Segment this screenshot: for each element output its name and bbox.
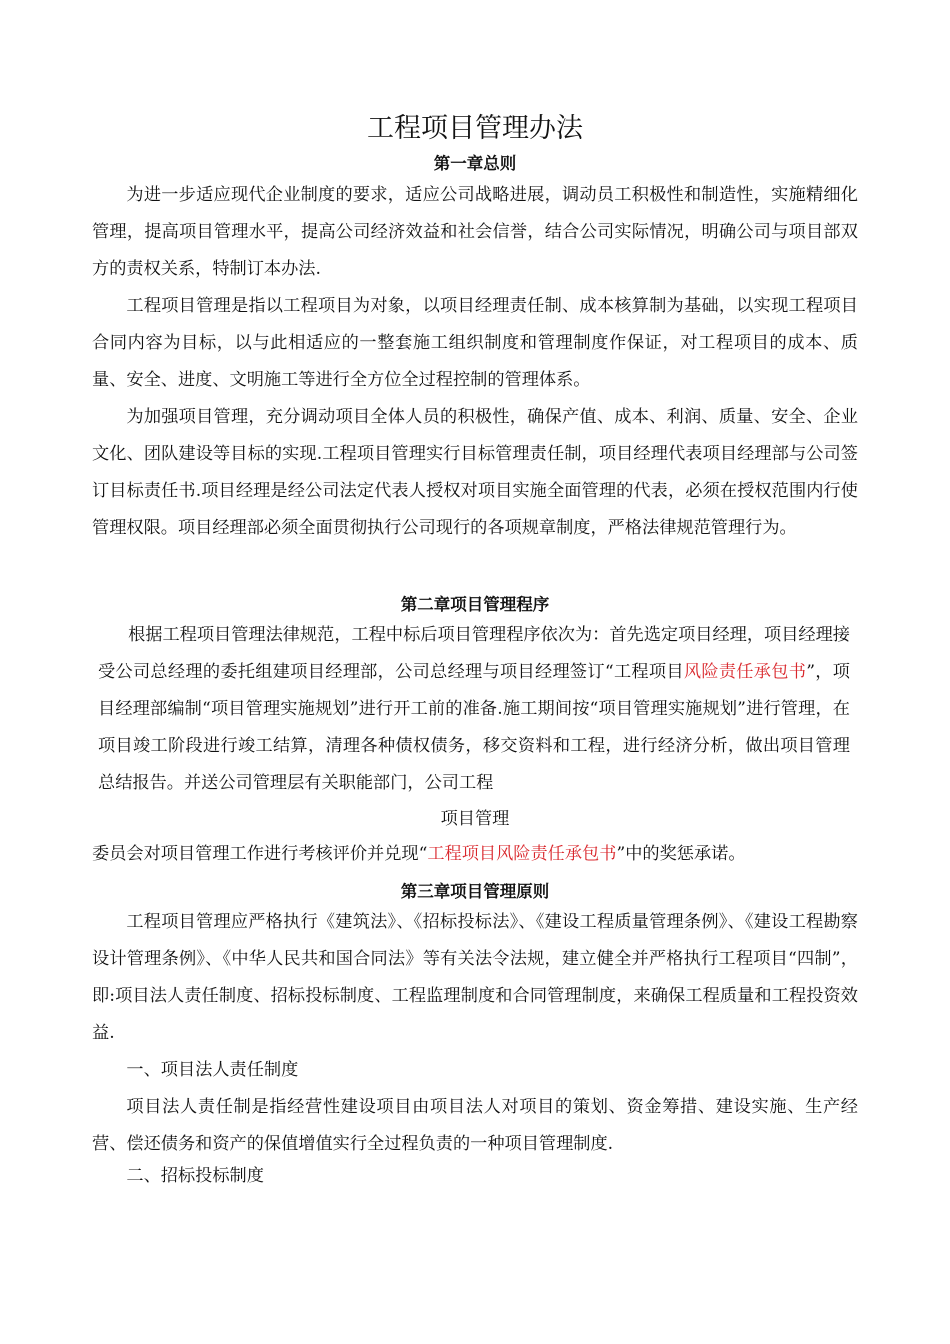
- paragraph-text: 委员会对项目管理工作进行考核评价并兑现“: [92, 844, 428, 864]
- chapter-1-paragraph-1: 为进一步适应现代企业制度的要求，适应公司战略进展，调动员工积极性和制造性，实施精细化管理，提高项目管理水平，提高公司经济效益和社会信誉，结合公司实际情况，明确公司与项目部双方的责权关系，特制订本办法.: [92, 185, 858, 279]
- chapter-3-heading: 第三章项目管理原则: [400, 882, 550, 901]
- chapter-1-paragraph-2: 工程项目管理是指以工程项目为对象，以项目经理责任制、成本核算制为基础，以实现工程项目合同内容为目标，以与此相适应的一整套施工组织制度和管理制度作保证，对工程项目的成本、质量、安全、进度、文明施工等进行全方位全过程控制的管理体系。: [92, 296, 858, 390]
- chapter-3-section-1-paragraph: 项目法人责任制是指经营性建设项目由项目法人对项目的策划、资金筹措、建设实施、生产经营、偿还债务和资产的保值增值实行全过程负责的一种项目管理制度.: [92, 1097, 858, 1154]
- chapter-1-heading: 第一章总则: [433, 154, 517, 173]
- paragraph-text: ”中的奖惩承诺。: [616, 844, 746, 864]
- chapter-2-paragraph-1: [98, 617, 850, 802]
- highlighted-text: 风险责任承包书: [683, 662, 807, 682]
- document-title: 工程项目管理办法: [367, 113, 583, 144]
- chapter-2-heading: 第二章项目管理程序: [400, 595, 550, 614]
- chapter-3-paragraph-1: 工程项目管理应严格执行《建筑法》、《招标投标法》、《建设工程质量管理条例》、《建设工程勘察设计管理条例》、《中华人民共和国合同法》等有关法令法规，建立健全并严格执行工程项目“四制”，即:项目法人责任制度、招标投标制度、工程监理制度和合同管理制度，来确保工程质量和工程投资效益.: [92, 912, 858, 1043]
- paragraph-text: ”，项目经理部编制“项目管理实施规划”进行开工前的准备.施工期间按“项目管理实施规划”进行管理，在项目竣工阶段进行竣工结算，清理各种债权债务，移交资料和工程，进行经济分析，做出项目管理总结报告。并送公司管理层有关职能部门，公司工程: [98, 662, 850, 793]
- highlighted-text: 工程项目风险责任承包书: [427, 844, 617, 864]
- chapter-2-paragraph-2: [92, 836, 858, 873]
- chapter-2-line-end: 项目管理: [440, 809, 510, 829]
- chapter-3-section-2-heading: 二、招标投标制度: [126, 1166, 264, 1186]
- chapter-3-section-1-heading: 一、项目法人责任制度: [126, 1060, 299, 1080]
- chapter-1-paragraph-3: 为加强项目管理，充分调动项目全体人员的积极性，确保产值、成本、利润、质量、安全、企业文化、团队建设等目标的实现.工程项目管理实行目标管理责任制，项目经理代表项目经理部与公司签订目标责任书.项目经理是经公司法定代表人授权对项目实施全面管理的代表，必须在授权范围内行使管理权限。项目经理部必须全面贯彻执行公司现行的各项规章制度，严格法律规范管理行为。: [92, 407, 858, 538]
- paragraph-text: 根据工程项目管理法律规范，工程中标后项目管理程序依次为：首先选定项目经理，项目经理接受公司总经理的委托组建项目经理部，公司总经理与项目经理签订“工程项目: [98, 625, 850, 682]
